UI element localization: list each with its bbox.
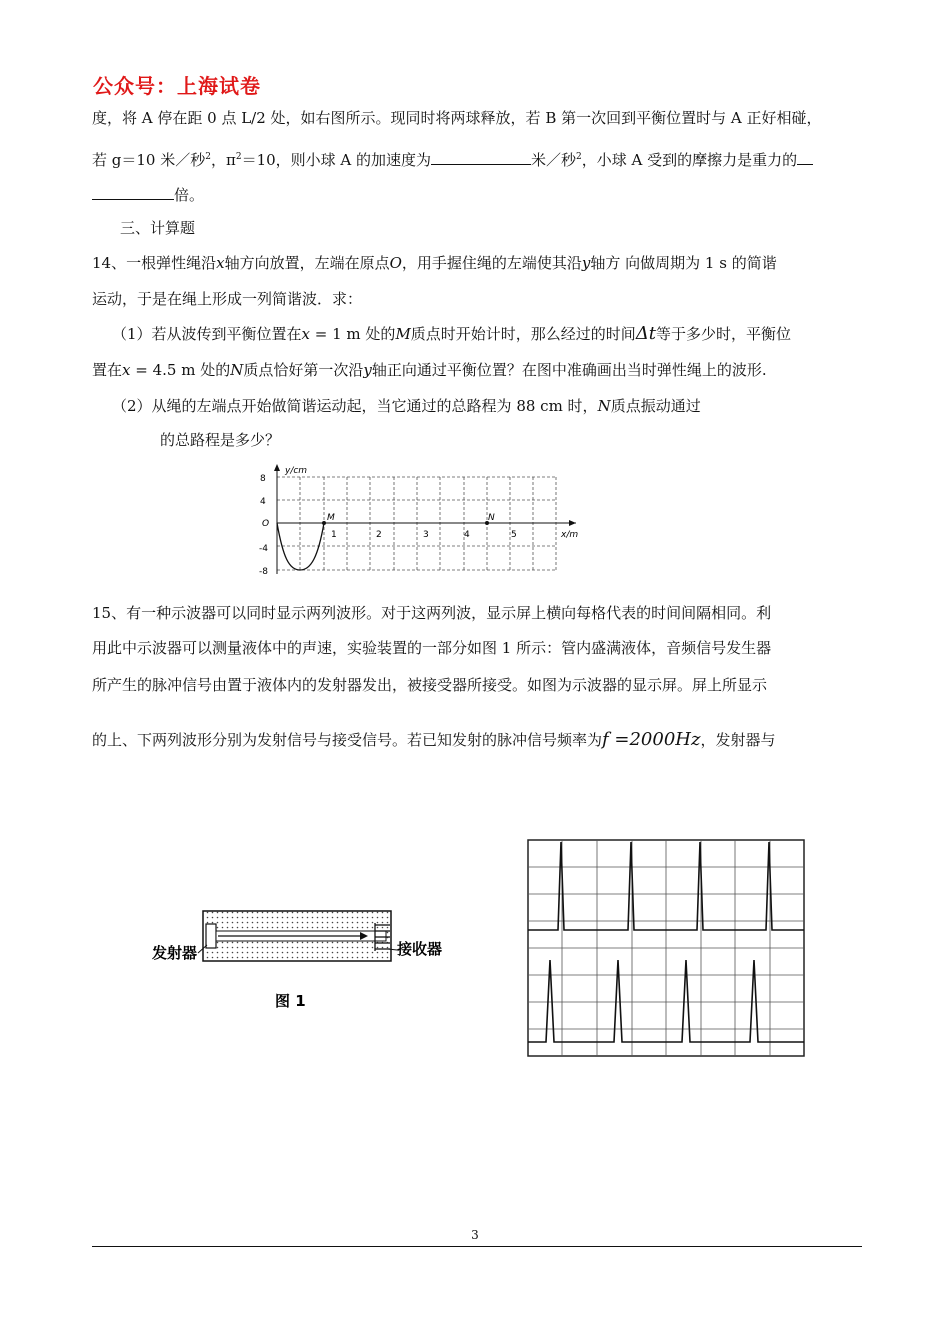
answer-blank-friction-b[interactable] xyxy=(92,185,174,200)
q14-part1-line-2: 置在x = 4.5 m 处的N质点恰好第一次沿y轴正向通过平衡位置？在图中准确画出当时弹性绳上的波形. xyxy=(92,361,767,379)
x-tick-4: 4 xyxy=(464,530,470,540)
q13-line-3: 倍。 xyxy=(92,185,204,205)
q15-line-4: 的上、下两列波形分别为发射信号与接受信号。若已知发射的脉冲信号频率为f =2000Hz，发射器与 xyxy=(92,729,776,750)
q15-line-1: 15、有一种示波器可以同时显示两列波形。对于这两列波，显示屏上横向每格代表的时间间隔相同。利 xyxy=(92,604,772,622)
q14-line-1: 14、一根弹性绳沿x轴方向放置，左端在原点O，用手握住绳的左端使其沿y轴方 向做周期为 1 s 的简谐 xyxy=(92,254,777,272)
y-tick-4: 4 xyxy=(260,497,266,507)
answer-blank-friction-a[interactable] xyxy=(797,150,813,165)
x-tick-5: 5 xyxy=(511,530,517,540)
y-tick-8: 8 xyxy=(260,474,266,484)
emitter-device xyxy=(206,924,216,948)
oscilloscope-screen xyxy=(524,836,808,1064)
q13-line-2: 若 g＝10 米／秒$^2$，$\pi^2=10$，则小球 A 的加速度为 米／秒$^2$，小球 A 受到的摩擦力是重力的 xyxy=(92,147,813,170)
wave-curve xyxy=(277,523,324,570)
y-tick-neg8: -8 xyxy=(259,567,268,577)
x-axis-label: x/m xyxy=(561,530,579,540)
y-axis-label: y/cm xyxy=(285,466,308,476)
brand-header: 公众号：上海试卷 xyxy=(93,74,261,98)
y-tick-neg4: -4 xyxy=(259,544,268,554)
q15-line-2: 用此中示波器可以测量液体中的声速，实验装置的一部分如图 1 所示：管内盛满液体，音频信号发生器 xyxy=(92,639,772,657)
figure-1-apparatus xyxy=(150,905,460,1020)
answer-blank-acceleration[interactable] xyxy=(431,150,531,165)
q14-part2-line-1: （2）从绳的左端点开始做简谐运动起，当它通过的总路程为 88 cm 时，N质点振动通过 xyxy=(112,397,701,415)
receiver-label: 接收器 xyxy=(397,940,443,958)
q14-part1-line-1: （1）若从波传到平衡位置在x = 1 m 处的M质点时开始计时，那么经过的时间Δt等于多少时，平衡位 xyxy=(112,323,792,344)
x-tick-3: 3 xyxy=(423,530,429,540)
wave-graph xyxy=(258,462,588,580)
x-tick-1: 1 xyxy=(331,530,337,540)
page-number: 3 xyxy=(471,1228,479,1242)
x-tick-2: 2 xyxy=(376,530,382,540)
origin-label: O xyxy=(262,519,270,529)
q14-part2-line-2: 的总路程是多少？ xyxy=(160,431,281,449)
frequency-formula: f =2000Hz xyxy=(602,729,701,750)
figure-caption: 图 1 xyxy=(275,992,306,1010)
emitter-label: 发射器 xyxy=(152,944,198,962)
footer-rule xyxy=(92,1246,862,1247)
point-m xyxy=(322,521,326,525)
q15-line-3: 所产生的脉冲信号由置于液体内的发射器发出，被接受器所接受。如图为示波器的显示屏。屏上所显示 xyxy=(92,676,768,694)
point-m-label: M xyxy=(327,513,335,523)
q14-line-2: 运动，于是在绳上形成一列简谐波．求： xyxy=(92,290,363,308)
q13-line-1: 度，将 A 停在距 0 点 L/2 处，如右图所示。现同时将两球释放，若 B 第一次回到平衡位置时与 A 正好相碰， xyxy=(92,109,822,127)
point-n-label: N xyxy=(488,513,495,523)
section-title: 三、计算题 xyxy=(120,219,196,237)
